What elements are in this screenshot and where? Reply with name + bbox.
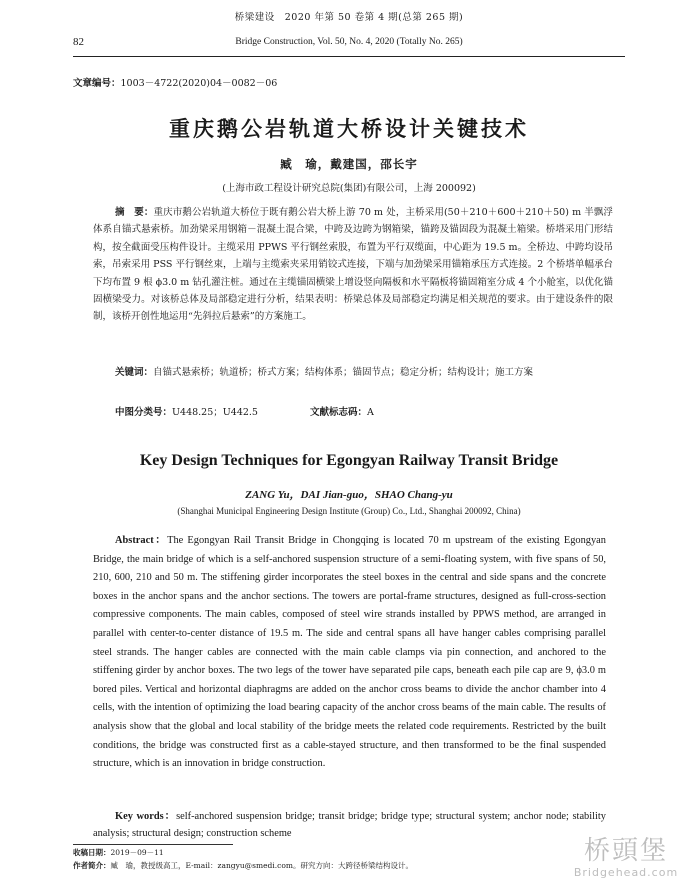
footnote-divider [73, 844, 233, 845]
abstract-en [93, 532, 606, 774]
classification-row [115, 404, 374, 418]
affiliation-en: (Shanghai Municipal Engineering Design Institute (Group) Co., Ltd., Shanghai 200092, China) [177, 506, 521, 516]
affiliation-cn: (上海市政工程设计研究总院(集团)有限公司，上海 200092) [222, 183, 476, 194]
author-bio-label: 作者简介： [73, 861, 111, 870]
author-bio-value: 臧 瑜，教授级高工，E-mail：zangyu@smedi.com。研究方向：大跨径桥梁结构设计。 [110, 861, 413, 870]
abstract-en-label: Abstract： [115, 535, 168, 546]
page-header [0, 0, 698, 60]
doc-code-value: A [366, 407, 374, 418]
journal-header-en: Bridge Construction, Vol. 50, No. 4, 2020 (Totally No. 265) [235, 37, 463, 47]
clc-label: 中图分类号： [115, 407, 173, 418]
keywords-cn-text: 自锚式悬索桥；轨道桥；桥式方案；结构体系；锚固节点；稳定分析；结构设计；施工方案 [153, 367, 534, 378]
doc-code-label: 文献标志码： [309, 407, 367, 418]
keywords-en-text: self-anchored suspension bridge; transit bridge; bridge type; structural system; anchor node; stability analysis; structural design; construction scheme [93, 811, 606, 839]
received-value: 2019－09－11 [110, 848, 164, 857]
header-divider [73, 56, 625, 57]
keywords-cn [93, 364, 613, 381]
received-label: 收稿日期： [73, 848, 111, 857]
authors-en: ZANG Yu，DAI Jian-guo，SHAO Chang-yu [245, 489, 453, 501]
paper-title-en: Key Design Techniques for Egongyan Railway Transit Bridge [139, 452, 559, 469]
watermark [566, 836, 686, 879]
author-bio [73, 860, 413, 871]
journal-header-cn: 桥梁建设 2020 年第 50 卷第 4 期(总第 265 期) [234, 12, 464, 23]
keywords-cn-label: 关键词： [115, 367, 154, 378]
keywords-en [93, 808, 606, 842]
clc-value: U448.25；U442.5 [172, 407, 258, 418]
page-number: 82 [73, 36, 84, 48]
watermark-logo-cn: 桥頭堡 [583, 836, 668, 866]
article-number-label: 文章编号： [73, 78, 121, 89]
paper-title-cn: 重庆鹅公岩轨道大桥设计关键技术 [169, 117, 529, 141]
abstract-cn-label: 摘 要： [115, 207, 154, 218]
abstract-cn [93, 204, 613, 326]
received-date [73, 847, 164, 858]
watermark-site: Bridgehead.com [573, 866, 679, 879]
authors-cn: 臧 瑜，戴建国，邵长宇 [280, 157, 418, 171]
keywords-en-label: Key words： [115, 811, 177, 822]
article-number [73, 75, 277, 89]
article-number-value: 1003－4722(2020)04－0082－06 [120, 78, 278, 89]
abstract-en-text: The Egongyan Rail Transit Bridge in Chongqing is located 70 m upstream of the existing Egongyan Bridge, the main bridge of which is a self-anchored suspension structure of a semi-floating system, with five spans of 50, 210, 600, 210 and 50 m. The stiffening girder incorporates the steel boxes in the central and side spans and the concrete boxes in the anchor spans and the anchor sections. The towers are portal-frame structures, designed as full-cross-section compressive components. The main cables, composed of steel wire strands installed by PPWS method, are arranged in parallel with center-to-center distance of 19.5 m. The side and central spans all have hanger cables comprising parallel steel strands. The hanger cables are connected with the main cable clamps via pin connection, and anchored to the stiffening girder by anchor boxes. The two legs of the tower have separated pile caps, beneath each pile cap are 9, ϕ3.0 m bored piles. Vertical and horizontal diaphragms are added on the anchor cross beams to divide the anchor chamber into 4 cells, with the intention of optimizing the load bearing capacity of the anchor cross beams of the main cable. The results of analysis show that the global and local stability of the bridge meets the related code requirements. Restricted by the built conditions, the bridge was constructed first as a cable-stayed structure, and then transformed to be the final suspended structure, which is an innovation in bridge construction. [93, 535, 606, 770]
abstract-cn-text: 重庆市鹅公岩轨道大桥位于既有鹅公岩大桥上游 70 m 处，主桥采用(50＋210＋600＋210＋50) m 半飘浮体系自锚式悬索桥。加劲梁采用钢箱－混凝土混合梁，中跨及边跨为钢箱梁，锚跨及锚固段为混凝土箱梁。桥塔采用门形结构，按全截面受压构件设计。主缆采用 PPWS 平行钢丝索股，布置为平行双缆面，中心距为 19.5 m。全桥边、中跨均设吊索，吊索采用 PSS 平行钢丝束，上端与主缆索夹采用销铰式连接，下端与加劲梁采用锚箱承压方式连接。2 个桥塔单幅承台下均布置 9 根 ϕ3.0 m 钻孔灌注桩。通过在主缆锚固横梁上增设竖向隔板和水平隔板将锚固箱室分成 4 个小舱室，以优化锚固横梁受力。对该桥总体及局部稳定进行分析，结果表明：桥梁总体及局部稳定均满足相关规范的要求。由于建设条件的限制，该桥开创性地运用“先斜拉后悬索”的方案施工。 [93, 207, 613, 323]
